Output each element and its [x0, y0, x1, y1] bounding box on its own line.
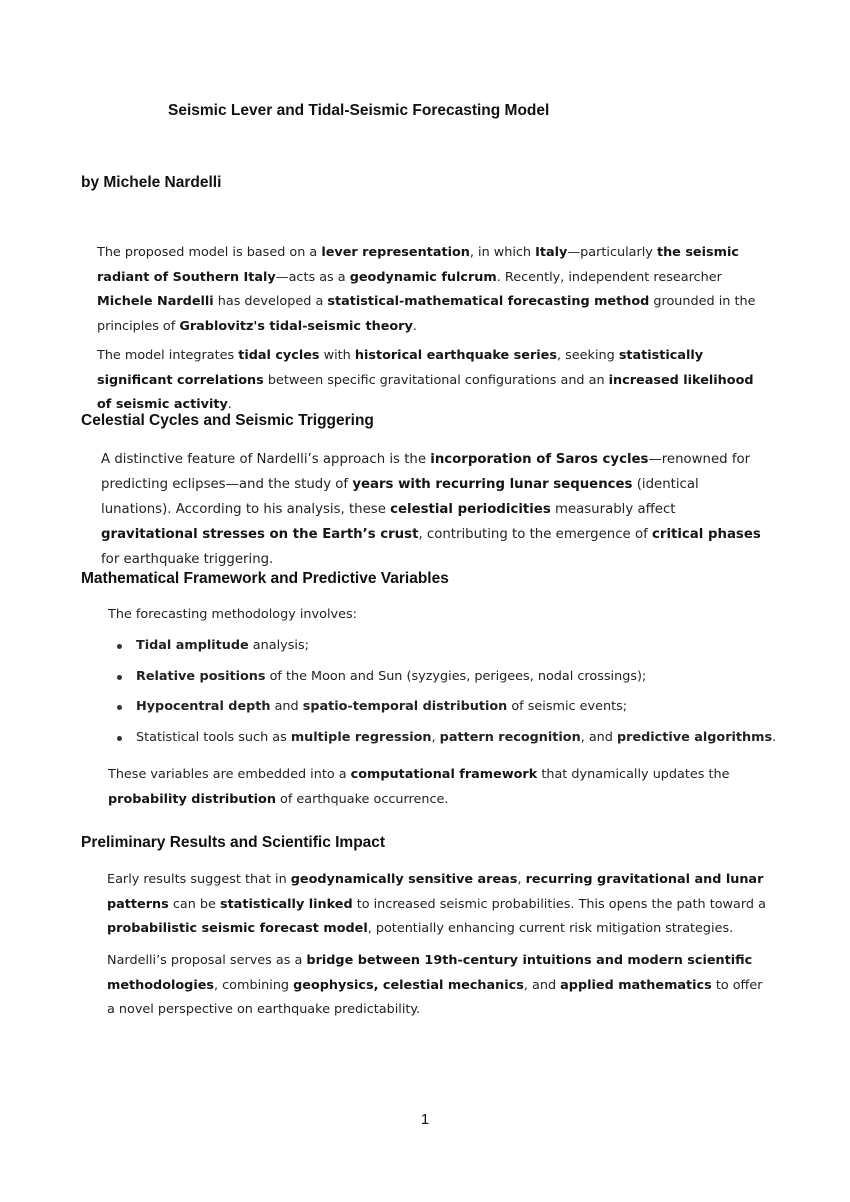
- text-run: .: [772, 729, 777, 745]
- bold-text: statistically significant correlations: [97, 348, 704, 388]
- bold-text: Michele Nardelli: [97, 294, 214, 309]
- text-run: of seismic events;: [507, 699, 628, 714]
- list-item: [108, 726, 776, 757]
- section-heading-results: Preliminary Results and Scientific Impact: [81, 834, 386, 851]
- list-item-text: [136, 669, 646, 684]
- text-run: grounded in the principles of: [97, 294, 756, 334]
- bold-text: the seismic radiant of Southern Italy: [97, 245, 739, 285]
- section2-lead: The forecasting methodology involves:: [108, 607, 357, 622]
- text-run: for earthquake triggering.: [101, 552, 274, 567]
- bold-text: multiple regression: [290, 729, 432, 745]
- bold-text: celestial periodicities: [390, 502, 551, 517]
- document-title: Seismic Lever and Tidal-Seismic Forecasting Model: [168, 102, 550, 119]
- text-run: that dynamically updates the: [537, 767, 730, 782]
- bold-text: lever representation: [321, 245, 470, 260]
- text-run: measurably affect: [550, 502, 676, 517]
- bold-text: applied mathematics: [560, 977, 712, 993]
- text-run: Nardelli’s proposal serves as a: [107, 953, 307, 968]
- section3-paragraph-1: [107, 868, 772, 942]
- bold-text: incorporation of Saros cycles: [430, 452, 649, 467]
- text-run: . Recently, independent researcher: [496, 269, 722, 285]
- bold-text: Hypocentral depth: [136, 699, 271, 714]
- text-run: , and: [523, 977, 561, 993]
- page-number: 1: [420, 1111, 430, 1128]
- text-run: can be: [168, 896, 220, 912]
- bullet-icon: [117, 644, 122, 649]
- text-run: to increased seismic probabilities. This opens the path toward a: [352, 896, 766, 912]
- text-run: The proposed model is based on a: [97, 245, 322, 260]
- bold-text: pattern recognition: [439, 729, 581, 745]
- text-run: and: [270, 699, 303, 714]
- text-run: The model integrates: [97, 348, 239, 363]
- bold-text: tidal cycles: [238, 348, 320, 363]
- bold-text: Grablovitz's tidal-seismic theory: [179, 318, 413, 334]
- section-heading-framework: Mathematical Framework and Predictive Variables: [81, 570, 449, 587]
- bullet-icon: [117, 736, 122, 741]
- author-line: by Michele Nardelli: [81, 174, 222, 191]
- text-run: with: [319, 348, 355, 363]
- section3-paragraph-2: [107, 949, 772, 1023]
- bold-text: statistically linked: [219, 896, 353, 912]
- text-run: Early results suggest that in: [107, 872, 291, 887]
- bold-text: probabilistic seismic forecast model: [107, 921, 368, 936]
- text-run: A distinctive feature of Nardelli’s approach is the: [101, 452, 431, 467]
- bold-text: Relative positions: [136, 668, 266, 684]
- bold-text: Italy: [535, 245, 568, 260]
- intro-paragraph-2: [97, 344, 757, 418]
- text-run: .: [227, 397, 232, 412]
- bold-text: geophysics, celestial mechanics: [293, 977, 524, 993]
- list-item-text: [136, 730, 776, 745]
- text-run: —particularly: [567, 245, 657, 260]
- bold-text: probability distribution: [108, 791, 276, 807]
- bold-text: years with recurring lunar sequences: [352, 477, 633, 492]
- text-run: , combining: [214, 977, 294, 993]
- list-item: [108, 695, 776, 726]
- text-run: to offer a novel perspective on earthquake predictability.: [107, 977, 763, 1017]
- text-run: , in which: [469, 245, 536, 260]
- text-run: , and: [580, 729, 617, 745]
- bold-text: increased likelihood of seismic activity: [97, 372, 754, 412]
- text-run: These variables are embedded into a: [108, 767, 351, 782]
- bullet-icon: [117, 705, 122, 710]
- bold-text: geodynamic fulcrum: [349, 269, 497, 285]
- methodology-list: [108, 634, 776, 756]
- text-run: —acts as a: [275, 269, 350, 285]
- bold-text: predictive algorithms: [616, 729, 773, 745]
- text-run: .: [412, 318, 417, 334]
- text-run: of the Moon and Sun (syzygies, perigees, nodal crossings);: [265, 668, 647, 684]
- list-item: [108, 665, 776, 696]
- bullet-icon: [117, 675, 122, 680]
- text-run: Statistical tools such as: [136, 729, 291, 745]
- text-run: analysis;: [248, 638, 309, 653]
- bold-text: spatio-temporal distribution: [302, 699, 508, 714]
- section1-paragraph: [101, 447, 771, 572]
- list-item-text: [136, 699, 627, 714]
- text-run: ,: [517, 872, 526, 887]
- text-run: —renowned for predicting eclipses—and the study of: [101, 452, 751, 492]
- bold-text: recurring gravitational and lunar patterns: [107, 872, 764, 912]
- list-item-text: [136, 638, 309, 653]
- bold-text: critical phases: [652, 527, 761, 542]
- text-run: (identical lunations). According to his analysis, these: [101, 477, 699, 517]
- intro-paragraph-1: [97, 241, 757, 339]
- list-item: [108, 634, 776, 665]
- bold-text: computational framework: [350, 767, 538, 782]
- text-run: , potentially enhancing current risk mitigation strategies.: [367, 921, 734, 936]
- text-run: , contributing to the emergence of: [418, 527, 652, 542]
- text-run: ,: [431, 729, 440, 745]
- section-heading-celestial: Celestial Cycles and Seismic Triggering: [81, 412, 374, 429]
- bold-text: gravitational stresses on the Earth’s crust: [101, 527, 419, 542]
- bold-text: geodynamically sensitive areas: [290, 872, 518, 887]
- bold-text: Tidal amplitude: [136, 638, 249, 653]
- text-run: of earthquake occurrence.: [275, 791, 449, 807]
- bold-text: historical earthquake series: [354, 348, 557, 363]
- bold-text: bridge between 19th-century intuitions and modern scientific methodologies: [107, 953, 753, 993]
- section2-paragraph: [108, 763, 758, 812]
- text-run: , seeking: [556, 348, 619, 363]
- text-run: between specific gravitational configurations and an: [263, 372, 609, 388]
- bold-text: statistical-mathematical forecasting method: [327, 294, 650, 309]
- text-run: has developed a: [213, 294, 328, 309]
